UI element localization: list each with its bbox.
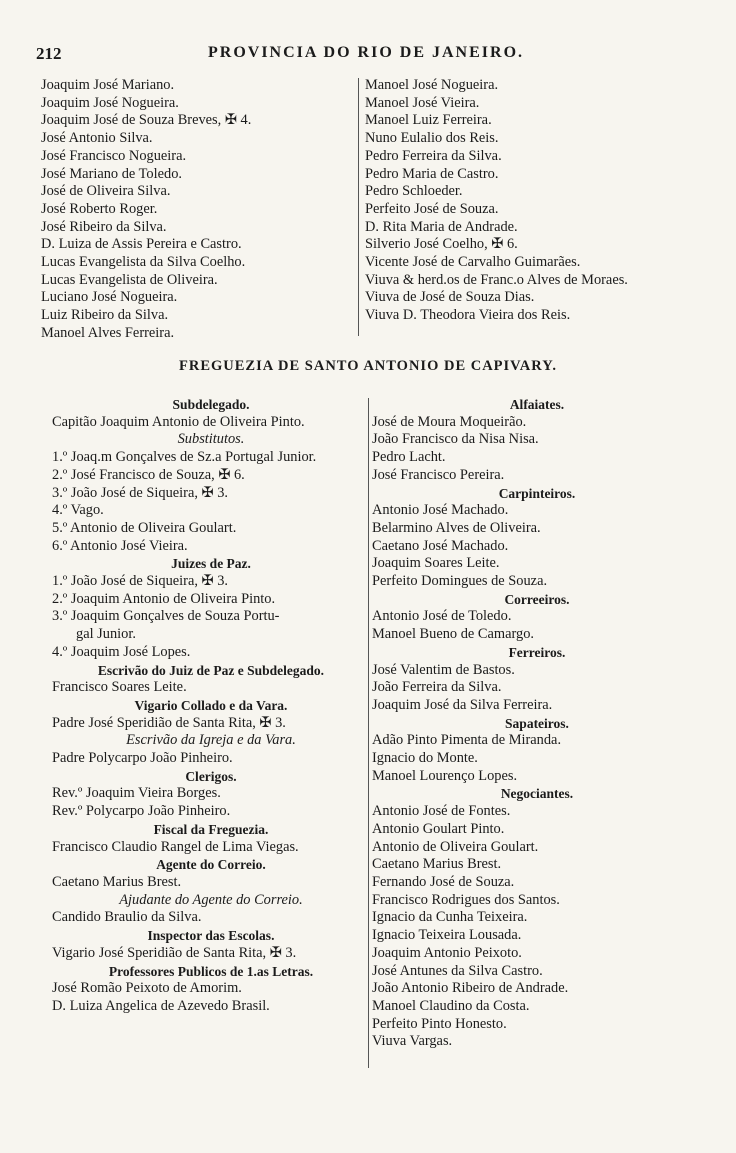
list-item: José Romão Peixoto de Amorim. (52, 980, 242, 997)
list-item: Luciano José Nogueira. (41, 289, 178, 306)
list-item: José de Oliveira Silva. (41, 183, 171, 200)
list-item: Luiz Ribeiro da Silva. (41, 307, 169, 324)
list-item: 1.º João José de Siqueira, ✠ 3. (52, 573, 228, 590)
trades-column (372, 396, 702, 1051)
section-heading: Inspector das Escolas. (147, 928, 275, 944)
list-item: Belarmino Alves de Oliveira. (372, 519, 541, 536)
list-item: Ignacio do Monte. (372, 750, 478, 767)
list-item: José Valentim de Bastos. (372, 661, 515, 678)
list-item: Padre José Speridião de Santa Rita, ✠ 3. (52, 714, 286, 731)
section-heading: Negociantes. (500, 786, 574, 802)
list-item: Perfeito Domingues de Souza. (372, 573, 548, 590)
section-heading: Agente do Correio. (156, 857, 266, 873)
list-item: Joaquim José Mariano. (41, 77, 175, 93)
list-item: 4.º Vago. (52, 502, 104, 519)
section-heading: Subdelegado. (172, 397, 250, 412)
top-right-column (365, 77, 695, 325)
list-item: Joaquim José da Silva Ferreira. (372, 696, 553, 713)
list-item: Manoel José Nogueira. (365, 77, 499, 93)
list-item: Joaquim Soares Leite. (372, 555, 500, 572)
list-item: 5.º Antonio de Oliveira Goulart. (52, 519, 237, 536)
section-heading: Escrivão do Juiz de Paz e Subdelegado. (97, 662, 325, 678)
column-divider (368, 398, 369, 1068)
list-item: 1.º Joaq.m Gonçalves de Sz.a Portugal Junior. (52, 449, 317, 466)
column-divider (358, 78, 359, 336)
list-item: Joaquim Antonio Peixoto. (372, 944, 522, 961)
list-item: D. Luiza de Assis Pereira e Castro. (41, 236, 242, 253)
section-heading: Escrivão da Igreja e da Vara. (126, 732, 296, 749)
list-item: Francisco Claudio Rangel de Lima Viegas. (52, 838, 299, 855)
list-item: Joaquim José Nogueira. (41, 94, 179, 111)
list-item: Capitão Joaquim Antonio de Oliveira Pinto. (52, 413, 305, 430)
list-item: 4.º Joaquim José Lopes. (52, 643, 191, 660)
list-item: 3.º João José de Siqueira, ✠ 3. (52, 484, 228, 501)
section-heading: Vigario Collado e da Vara. (134, 697, 288, 713)
list-item: Joaquim José de Souza Breves, ✠ 4. (41, 112, 252, 129)
list-item: Caetano Marius Brest. (372, 856, 502, 873)
section-heading: Alfaiates. (509, 397, 565, 412)
list-item: José Ribeiro da Silva. (41, 218, 167, 235)
list-item: Antonio José de Toledo. (372, 608, 512, 625)
list-item: Francisco Soares Leite. (52, 679, 187, 696)
list-item: João Francisco da Nisa Nisa. (372, 431, 539, 448)
list-item: José Antonio Silva. (41, 130, 153, 147)
list-item: Lucas Evangelista de Oliveira. (41, 271, 218, 288)
list-item: Manoel Claudino da Costa. (372, 997, 530, 1014)
list-item: Perfeito Pinto Honesto. (372, 1015, 507, 1032)
section-heading: Ajudante do Agente do Correio. (119, 891, 303, 908)
list-item: José Antunes da Silva Castro. (372, 962, 543, 979)
list-item: Viuva de José de Souza Dias. (365, 289, 535, 306)
list-item: João Ferreira da Silva. (372, 679, 502, 696)
list-item: Pedro Lacht. (372, 449, 446, 466)
list-item: José Roberto Roger. (41, 200, 158, 217)
list-item: Pedro Maria de Castro. (365, 165, 499, 182)
list-item: José Francisco Nogueira. (41, 147, 187, 164)
section-heading: Sapateiros. (505, 715, 569, 731)
section-heading: Correeiros. (504, 591, 570, 607)
list-item: Padre Polycarpo João Pinheiro. (52, 750, 233, 767)
section-title: FREGUEZIA DE SANTO ANTONIO DE CAPIVARY. (179, 358, 557, 374)
list-item: Antonio de Oliveira Goulart. (372, 838, 539, 855)
list-item: Vicente José de Carvalho Guimarães. (365, 254, 581, 271)
list-item: Pedro Schloeder. (365, 183, 463, 200)
list-item: José de Moura Moqueirão. (372, 413, 527, 430)
list-item: Manoel Luiz Ferreira. (365, 112, 492, 129)
list-item: Antonio Goulart Pinto. (372, 820, 505, 837)
list-item: Antonio José de Fontes. (372, 803, 511, 820)
list-item: Adão Pinto Pimenta de Miranda. (372, 732, 562, 749)
list-item: Rev.º Joaquim Vieira Borges. (52, 785, 221, 802)
section-heading: Fiscal da Freguezia. (153, 821, 269, 837)
list-item: 6.º Antonio José Vieira. (52, 537, 188, 554)
list-item: Viuva & herd.os de Franc.o Alves de Moraes. (365, 271, 628, 288)
list-item: 2.º José Francisco de Souza, ✠ 6. (52, 466, 245, 483)
list-item: Pedro Ferreira da Silva. (365, 147, 502, 164)
list-item: Viuva D. Theodora Vieira dos Reis. (365, 307, 571, 324)
list-item: Viuva Vargas. (372, 1033, 453, 1050)
list-item: Ignacio da Cunha Teixeira. (372, 909, 528, 926)
list-item: Caetano Marius Brest. (52, 873, 182, 890)
list-item: Silverio José Coelho, ✠ 6. (365, 236, 518, 253)
list-item: José Mariano de Toledo. (41, 165, 183, 182)
list-item: Nuno Eulalio dos Reis. (365, 130, 499, 147)
list-item: Manoel José Vieira. (365, 94, 480, 111)
section-heading: Juizes de Paz. (171, 556, 251, 572)
list-item: Caetano José Machado. (372, 537, 509, 554)
list-item: 3.º Joaquim Gonçalves de Souza Portu- (52, 608, 280, 625)
officials-column (52, 396, 370, 1016)
list-item: 2.º Joaquim Antonio de Oliveira Pinto. (52, 590, 276, 607)
list-item: João Antonio Ribeiro de Andrade. (372, 980, 569, 997)
list-item: Francisco Rodrigues dos Santos. (372, 891, 560, 908)
section-heading: Clerigos. (185, 768, 237, 784)
list-item: Ignacio Teixeira Lousada. (372, 927, 522, 944)
list-item: Rev.º Polycarpo João Pinheiro. (52, 803, 231, 820)
list-item: Manoel Bueno de Camargo. (372, 626, 534, 643)
list-item: José Francisco Pereira. (372, 466, 505, 483)
page-number: 212 (36, 44, 62, 63)
page-header (36, 44, 696, 70)
page-title: PROVINCIA DO RIO DE JANEIRO. (207, 44, 525, 61)
section-heading: Carpinteiros. (498, 485, 576, 501)
list-item: Lucas Evangelista da Silva Coelho. (41, 254, 246, 271)
list-item: Antonio José Machado. (372, 502, 509, 519)
list-item: Manoel Lourenço Lopes. (372, 767, 518, 784)
list-item: Perfeito José de Souza. (365, 200, 499, 217)
section-heading: Substitutos. (177, 431, 245, 448)
list-item: Fernando José de Souza. (372, 873, 515, 890)
section-heading: Professores Publicos de 1.as Letras. (108, 963, 314, 979)
list-item: gal Junior. (76, 626, 136, 643)
list-item: Vigario José Speridião de Santa Rita, ✠ 3. (52, 944, 297, 961)
list-item: Manoel Alves Ferreira. (41, 324, 175, 341)
list-item: D. Rita Maria de Andrade. (365, 218, 518, 235)
list-item: D. Luiza Angelica de Azevedo Brasil. (52, 997, 270, 1014)
top-left-column (41, 77, 351, 343)
list-item: Candido Braulio da Silva. (52, 909, 202, 926)
section-heading: Ferreiros. (508, 644, 566, 660)
